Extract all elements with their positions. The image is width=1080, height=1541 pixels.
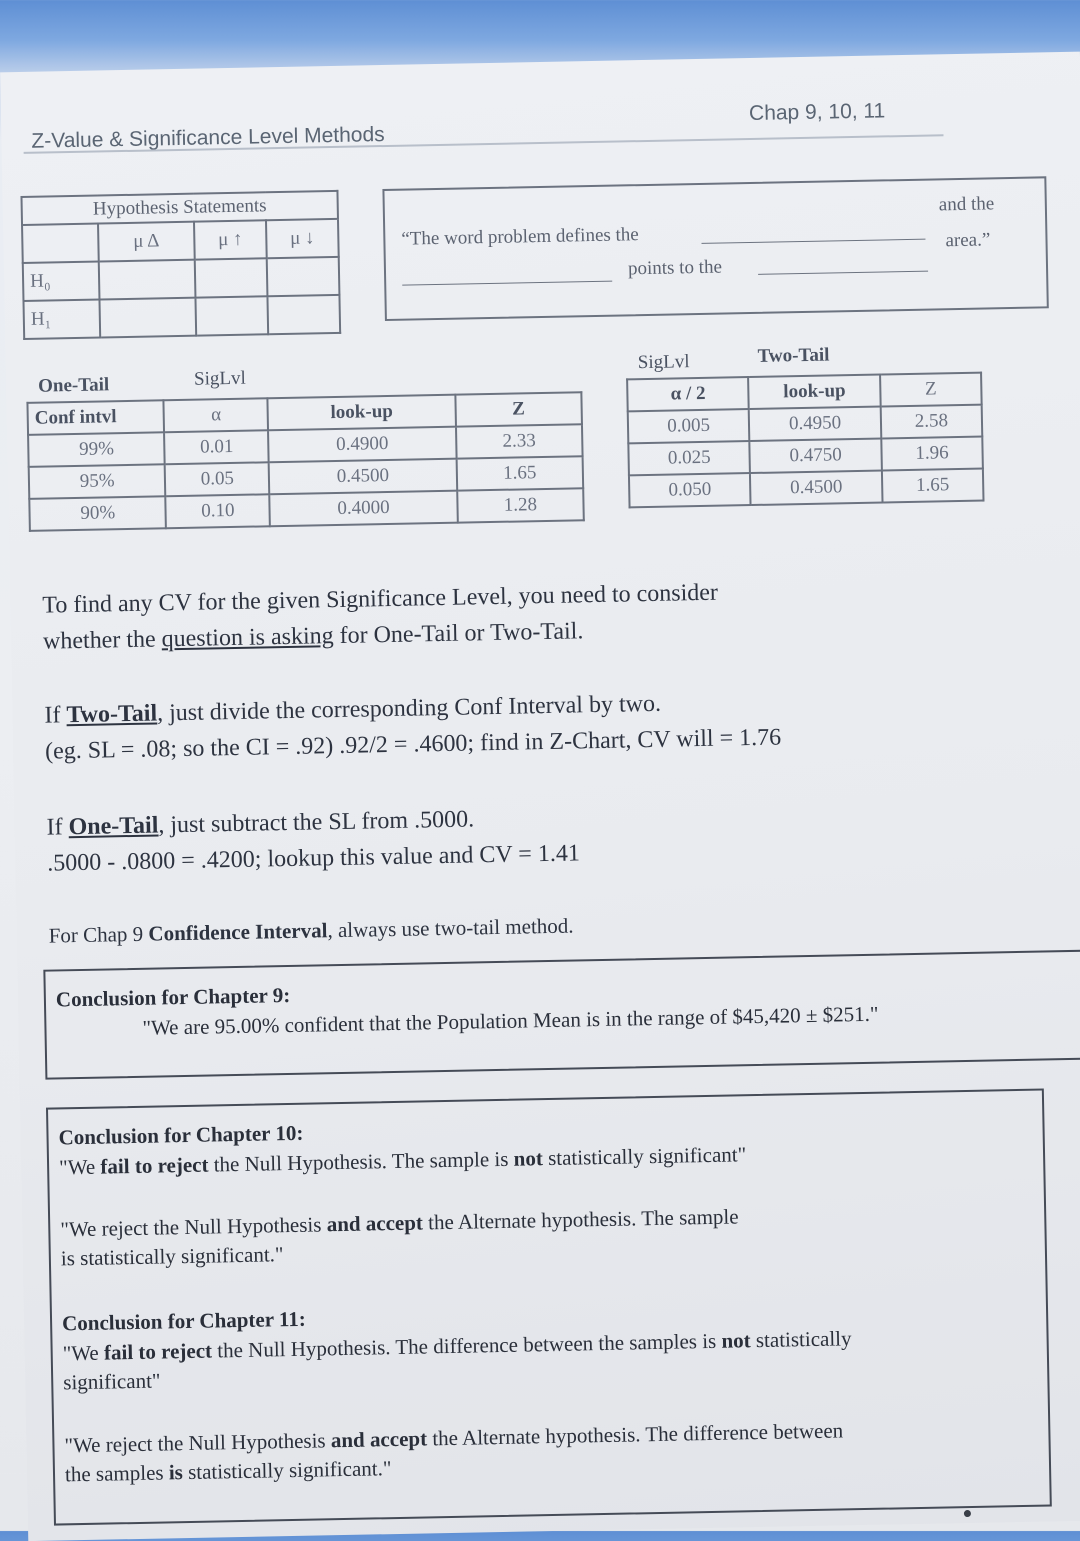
text-run: "We [62, 1340, 105, 1366]
text-run: For Chap 9 [48, 921, 149, 948]
text-run: , just subtract the SL from .5000. [158, 806, 475, 839]
header-z: Z [880, 373, 982, 407]
table-cell: 0.4500 [750, 471, 882, 506]
table-cell: 0.4900 [268, 427, 456, 463]
one-tail-table [26, 391, 584, 532]
row-h1-label: H₁ [23, 300, 100, 339]
h0-cell [99, 260, 196, 300]
header-lookup: look-up [748, 375, 880, 410]
bold-phrase: not [721, 1328, 751, 1353]
table-cell: 1.65 [456, 456, 583, 490]
paragraph-line: .5000 - .0800 = .4200; lookup this value and CV = 1.41 [47, 840, 581, 877]
header-lookup: look-up [268, 395, 456, 431]
text-run: , always use two-tail method. [327, 913, 574, 943]
table-cell: 0.4000 [270, 491, 458, 527]
table-cell: 0.050 [629, 473, 751, 507]
ink-dot [964, 1510, 971, 1517]
bold-phrase: fail to reject [103, 1338, 213, 1365]
bold-phrase: and accept [330, 1426, 428, 1453]
instruction-paragraph-1 [42, 575, 719, 660]
text-run: statistically significant" [542, 1142, 747, 1171]
table-cell: 0.005 [628, 409, 750, 443]
text-run: If [46, 814, 69, 841]
chapter-label: Chap 9, 10, 11 [748, 99, 886, 125]
table-cell: 1.28 [457, 488, 584, 522]
chapter-9-title: Conclusion for Chapter 9: [55, 982, 291, 1012]
worksheet-page [0, 52, 1080, 1541]
word-box-line1-end: and the [938, 193, 995, 216]
text-run: the Alternate hypothesis. The difference between [426, 1418, 844, 1451]
chapter-11-title: Conclusion for Chapter 11: [61, 1306, 306, 1336]
chapter-10-11-conclusion-box [46, 1089, 1052, 1526]
word-box-line2-end: area.” [945, 229, 991, 252]
table-cell: 95% [29, 464, 166, 499]
blank-line [702, 239, 926, 244]
chapter-9-conclusion-box [43, 949, 1080, 1079]
table-cell: 2.33 [456, 424, 583, 458]
table-cell: 90% [29, 496, 166, 531]
h1-cell [195, 296, 268, 335]
bold-phrase: and accept [326, 1210, 424, 1237]
table-cell: 1.65 [882, 469, 984, 503]
one-tail-keyword: One-Tail [68, 812, 159, 841]
chapter-10-reject-statement [60, 1202, 739, 1273]
chapter-11-reject-statement [64, 1416, 844, 1489]
paragraph-line: is statistically significant." [60, 1242, 284, 1271]
h0-cell [267, 257, 340, 296]
text-run: the Null Hypothesis. The difference between the samples is [211, 1328, 722, 1363]
text-run: If [44, 702, 67, 729]
column-mu-change: μ Δ [98, 222, 195, 262]
paragraph-line: To find any CV for the given Significance Level, you need to consider [42, 579, 719, 619]
two-tail-keyword: Two-Tail [66, 700, 158, 729]
confidence-interval-keyword: Confidence Interval [148, 918, 328, 946]
table-cell: 99% [28, 432, 165, 467]
header-alpha: α [164, 398, 268, 432]
instruction-paragraph-3 [46, 799, 580, 881]
hypothesis-table [20, 190, 341, 340]
text-run: the Null Hypothesis. The sample is [208, 1146, 514, 1177]
one-tail-siglvl-label: SigLvl [193, 367, 246, 390]
table-cell: 1.96 [881, 437, 983, 471]
table-cell: 0.01 [164, 430, 268, 464]
text-run: , just divide the corresponding Conf Interval by two. [156, 690, 662, 727]
two-tail-label: Two-Tail [757, 344, 830, 367]
bold-phrase: is [168, 1460, 184, 1485]
paragraph-line: (eg. SL = .08; so the CI = .92) .92/2 = .4600; find in Z-Chart, CV will = 1.76 [44, 724, 782, 765]
h1-cell [267, 295, 340, 334]
table-cell: 0.025 [628, 441, 750, 475]
word-box-line2: points to the [627, 256, 723, 280]
column-mu-down: μ ↓ [266, 219, 339, 258]
underlined-phrase: question is asking [161, 623, 334, 653]
table-cell: 0.4950 [749, 407, 881, 442]
text-run: statistically significant." [182, 1456, 392, 1485]
paragraph-line: significant" [63, 1368, 161, 1395]
table-cell: 0.05 [165, 462, 269, 496]
instruction-paragraph-2 [44, 684, 781, 770]
header-z: Z [455, 392, 582, 426]
header-conf-intvl: Conf intvl [27, 400, 164, 435]
one-tail-label: One-Tail [37, 374, 110, 397]
table-cell: 0.10 [166, 494, 270, 528]
text-run: the Alternate hypothesis. The sample [422, 1204, 739, 1235]
bold-phrase: fail to reject [100, 1152, 209, 1179]
word-box-line1: “The word problem defines the [401, 224, 639, 250]
text-run: for One-Tail or Two-Tail. [333, 618, 584, 650]
table-cell: 2.58 [881, 405, 983, 439]
blank-line [758, 271, 928, 275]
row-h0-label: H₀ [23, 262, 100, 301]
chapter-10-title: Conclusion for Chapter 10: [58, 1120, 304, 1150]
hypothesis-table-caption: Hypothesis Statements [21, 191, 337, 225]
chapter-9-statement: "We are 95.00% confident that the Population Mean is in the range of $45,420 ± $251." [142, 1001, 879, 1040]
h0-cell [195, 258, 268, 297]
word-problem-box [382, 176, 1048, 321]
text-run: "We reject the Null Hypothesis [60, 1212, 327, 1242]
h1-cell [99, 298, 196, 338]
table-cell: 0.4500 [269, 459, 457, 495]
table-cell: 0.4750 [750, 439, 882, 474]
column-mu-up: μ ↑ [194, 220, 267, 259]
blank-line [402, 281, 612, 286]
text-run: "We [58, 1154, 101, 1180]
text-run: statistically [750, 1326, 852, 1353]
instruction-paragraph-4 [48, 908, 574, 954]
two-tail-siglvl-label: SigLvl [637, 351, 690, 374]
two-tail-table [626, 372, 984, 509]
hypothesis-corner-cell [22, 224, 99, 263]
text-run: "We reject the Null Hypothesis [64, 1428, 332, 1458]
text-run: whether the [42, 626, 162, 655]
text-run: the samples [64, 1460, 170, 1487]
header-alpha-half: α / 2 [627, 377, 749, 411]
page-title: Z-Value & Significance Level Methods [31, 122, 385, 153]
bold-phrase: not [513, 1146, 544, 1171]
